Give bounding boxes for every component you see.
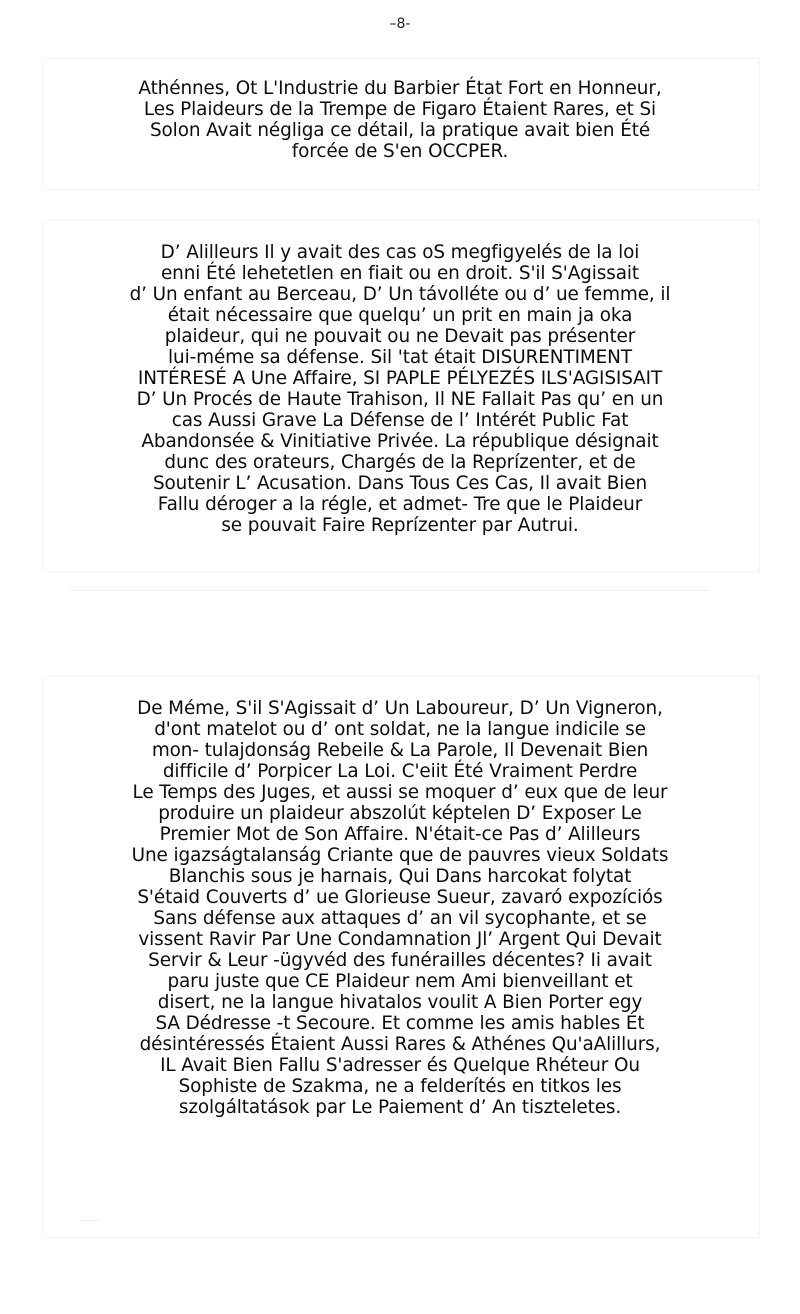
scan-artifact <box>70 590 710 591</box>
page-number: –8- <box>389 16 411 32</box>
paragraph-1 <box>100 78 700 162</box>
text-line: Athénnes, Ot L'Industrie du Barbier État Fort en Honneur, <box>138 78 662 99</box>
text-line: S'étaid Couverts d’ ue Glorieuse Sueur, zavaró expozíciós <box>137 887 663 908</box>
text-line: Fallu déroger a la régle, et admet- Tre que le Plaideur <box>157 494 643 515</box>
text-line: Soutenir L’ Acusation. Dans Tous Ces Cas, Il avait Bien <box>152 473 648 494</box>
text-line: vissent Ravir Par Une Condamnation Jl’ Argent Qui Devait <box>138 929 662 950</box>
text-line: Solon Avait négliga ce détail, la pratique avait bien Été <box>149 120 651 141</box>
text-line: De Méme, S'il S'Agissait d’ Un Laboureur, D’ Un Vigneron, <box>137 698 663 719</box>
text-line: paru juste que CE Plaideur nem Ami bienveillant et <box>167 971 633 992</box>
text-line: Abandonsée & Vinitiative Privée. La république désignait <box>141 431 659 452</box>
text-line: dunc des orateurs, Chargés de la Reprízenter, et de <box>164 452 636 473</box>
text-line: enni Été lehetetlen en fiait ou en droit. S'il S'Agissait <box>160 263 640 284</box>
text-line: Servir & Leur -ügyvéd des funérailles décentes? Ii avait <box>148 950 652 971</box>
scan-artifact <box>80 1220 100 1221</box>
text-line: disert, ne la langue hivatalos voulit A Bien Porter egy <box>157 992 643 1013</box>
text-line: Sophiste de Szakma, ne a felderítés en titkos les <box>178 1076 622 1097</box>
paragraph-3 <box>100 698 700 1118</box>
text-line: plaideur, qui ne pouvait ou ne Devait pas présenter <box>164 326 636 347</box>
text-line: D’ Alilleurs Il y avait des cas oS megfigyelés de la loi <box>160 242 640 263</box>
text-line: difficile d’ Porpicer La Loi. C'eiit Été Vraiment Perdre <box>162 761 638 782</box>
text-line: Le Temps des Juges, et aussi se moquer d’ eux que de leur <box>132 782 668 803</box>
text-line: Une igazságtalanság Criante que de pauvres vieux Soldats <box>131 845 669 866</box>
text-line: désintéressés Étaient Aussi Rares & Athénes Qu'aAlillurs, <box>139 1034 661 1055</box>
text-line: INTÉRESÉ A Une Affaire, SI PAPLE PÉLYEZÉS ILS'AGISISAIT <box>137 368 663 389</box>
text-line: Les Plaideurs de la Trempe de Figaro Étaient Rares, et Si <box>143 99 657 120</box>
text-line: IL Avait Bien Fallu S'adresser és Quelque Rhéteur Ou <box>160 1055 640 1076</box>
text-line: d’ Un enfant au Berceau, D’ Un távolléte ou d’ ue femme, il <box>129 284 671 305</box>
text-line: D’ Un Procés de Haute Trahison, Il NE Fallait Pas qu’ en un <box>136 389 664 410</box>
text-line: forcée de S'en OCCPER. <box>291 141 509 162</box>
text-line: Sans défense aux attaques d’ an vil sycophante, et se <box>153 908 647 929</box>
text-line: mon- tulajdonság Rebeile & La Parole, Il Devenait Bien <box>151 740 649 761</box>
text-line: Blanchis sous je harnais, Qui Dans harcokat folytat <box>168 866 632 887</box>
text-line: d'ont matelot ou d’ ont soldat, ne la langue indicile se <box>154 719 646 740</box>
paragraph-2 <box>100 242 700 536</box>
text-line: était nécessaire que quelqu’ un prit en main ja oka <box>167 305 633 326</box>
text-line: cas Aussi Grave La Défense de l’ Intérét Public Fat <box>171 410 629 431</box>
text-line: produire un plaideur abszolút képtelen D’ Exposer Le <box>158 803 642 824</box>
text-line: Premier Mot de Son Affaire. N'était-ce Pas d’ Alilleurs <box>159 824 641 845</box>
text-line: se pouvait Faire Reprízenter par Autrui. <box>221 515 579 536</box>
text-line: lui-méme sa défense. Sil 'tat était DISURENTIMENT <box>168 347 632 368</box>
text-line: szolgáltatások par Le Paiement d’ An tiszteletes. <box>178 1097 622 1118</box>
text-line: SA Dédresse -t Secoure. Et comme les amis hables Ét <box>155 1013 645 1034</box>
